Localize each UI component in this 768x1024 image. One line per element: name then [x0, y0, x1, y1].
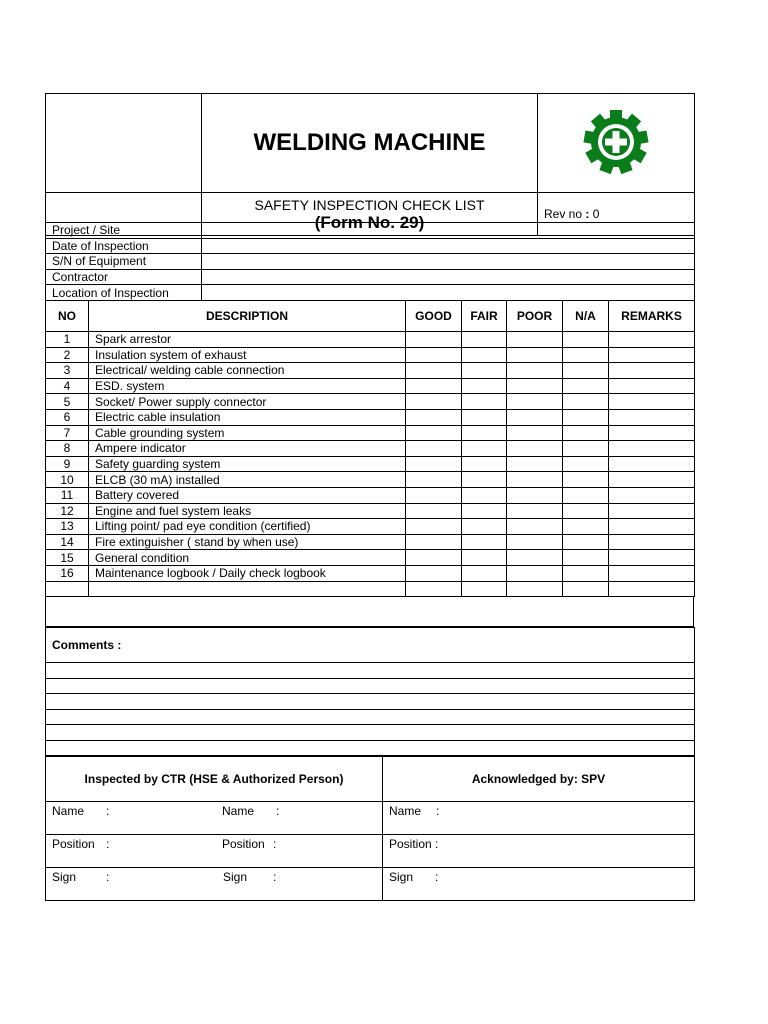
position-label: Position [389, 837, 432, 851]
fair-check-cell[interactable] [462, 409, 507, 425]
comment-line[interactable] [46, 694, 695, 710]
item-number: 4 [46, 378, 89, 394]
poor-check-cell[interactable] [507, 550, 563, 566]
spv-sign-field[interactable] [383, 868, 695, 901]
checklist-row [46, 472, 695, 488]
checklist-row [46, 550, 695, 566]
na-check-cell[interactable] [563, 565, 609, 581]
good-check-cell[interactable] [406, 394, 462, 410]
fair-check-cell[interactable] [462, 534, 507, 550]
checklist-row [46, 425, 695, 441]
good-check-cell[interactable] [406, 503, 462, 519]
na-check-cell[interactable] [563, 363, 609, 379]
colon: : [435, 870, 439, 884]
info-value-field[interactable] [202, 269, 695, 285]
fair-check-cell[interactable] [462, 519, 507, 535]
poor-check-cell[interactable] [507, 534, 563, 550]
poor-check-cell[interactable] [507, 456, 563, 472]
green-gear-cross-icon [581, 107, 651, 177]
remarks-cell[interactable] [609, 503, 695, 519]
name-label: Name [52, 804, 85, 818]
comments-section [45, 627, 695, 757]
remarks-cell[interactable] [609, 550, 695, 566]
fair-check-cell[interactable] [462, 487, 507, 503]
checklist-row [46, 332, 695, 348]
info-row [46, 238, 695, 254]
sign-label: Sign [52, 870, 77, 884]
item-number: 13 [46, 519, 89, 535]
checklist-row [46, 503, 695, 519]
info-value-field[interactable] [202, 285, 695, 301]
info-value-field[interactable] [202, 223, 695, 239]
item-description [89, 581, 406, 597]
na-check-cell[interactable] [563, 332, 609, 348]
checklist-row [46, 441, 695, 457]
fair-check-cell[interactable] [462, 363, 507, 379]
na-check-cell[interactable] [563, 425, 609, 441]
poor-check-cell[interactable] [507, 503, 563, 519]
good-check-cell[interactable] [406, 519, 462, 535]
rev-label: Rev no [544, 207, 583, 222]
item-description: Lifting point/ pad eye condition (certified) [89, 519, 406, 535]
fair-check-cell[interactable] [462, 565, 507, 581]
fair-check-cell[interactable] [462, 347, 507, 363]
item-description: ELCB (30 mA) installed [89, 472, 406, 488]
item-number: 1 [46, 332, 89, 348]
good-check-cell[interactable] [406, 363, 462, 379]
na-check-cell[interactable] [563, 347, 609, 363]
na-check-cell[interactable] [563, 534, 609, 550]
info-row [46, 223, 695, 239]
checklist-row [46, 347, 695, 363]
good-check-cell[interactable] [406, 487, 462, 503]
checklist-header-row [46, 301, 695, 332]
col-header-remarks: REMARKS [609, 301, 695, 332]
item-description: Socket/ Power supply connector [89, 394, 406, 410]
na-check-cell[interactable] [563, 503, 609, 519]
remarks-cell[interactable] [609, 425, 695, 441]
colon: : [276, 804, 280, 818]
col-header-fair: FAIR [462, 301, 507, 332]
sign-label: Sign [223, 870, 248, 884]
checklist-row [46, 363, 695, 379]
item-number: 16 [46, 565, 89, 581]
comment-line[interactable] [46, 725, 695, 741]
item-number [46, 581, 89, 597]
na-check-cell[interactable] [563, 487, 609, 503]
poor-check-cell[interactable] [507, 363, 563, 379]
item-number: 11 [46, 487, 89, 503]
item-number: 8 [46, 441, 89, 457]
col-header-description: DESCRIPTION [89, 301, 406, 332]
poor-check-cell[interactable] [507, 487, 563, 503]
fair-check-cell[interactable] [462, 472, 507, 488]
item-number: 12 [46, 503, 89, 519]
item-description: General condition [89, 550, 406, 566]
remarks-cell[interactable] [609, 332, 695, 348]
na-check-cell[interactable] [563, 550, 609, 566]
checklist-row [46, 565, 695, 581]
info-value-field[interactable] [202, 254, 695, 270]
inspector-name-field[interactable] [46, 802, 383, 835]
remarks-cell[interactable] [609, 363, 695, 379]
comment-line[interactable] [46, 709, 695, 725]
colon: : [436, 804, 440, 818]
remarks-cell[interactable] [609, 581, 695, 597]
remarks-cell[interactable] [609, 487, 695, 503]
item-description: Engine and fuel system leaks [89, 503, 406, 519]
signature-section [45, 755, 695, 901]
fair-check-cell[interactable] [462, 456, 507, 472]
item-description: Battery covered [89, 487, 406, 503]
na-check-cell[interactable] [563, 472, 609, 488]
header-blank-cell [46, 94, 202, 193]
item-description: Cable grounding system [89, 425, 406, 441]
colon: : [106, 837, 110, 851]
poor-check-cell[interactable] [507, 425, 563, 441]
spv-name-field[interactable] [383, 802, 695, 835]
poor-check-cell[interactable] [507, 441, 563, 457]
position-label: Position [222, 837, 265, 851]
acknowledged-by-heading: Acknowledged by: SPV [383, 756, 695, 802]
checklist-row [46, 456, 695, 472]
comments-label: Comments : [46, 628, 695, 663]
inspector-sign-field[interactable] [46, 868, 383, 901]
na-check-cell[interactable] [563, 378, 609, 394]
checklist-row [46, 378, 695, 394]
good-check-cell[interactable] [406, 534, 462, 550]
fair-check-cell[interactable] [462, 503, 507, 519]
remarks-cell[interactable] [609, 394, 695, 410]
item-number: 7 [46, 425, 89, 441]
remarks-cell[interactable] [609, 565, 695, 581]
remarks-cell[interactable] [609, 534, 695, 550]
good-check-cell[interactable] [406, 550, 462, 566]
blank-spacer-row [45, 596, 694, 627]
rev-colon: : [585, 207, 590, 222]
colon: : [435, 837, 439, 851]
remarks-cell[interactable] [609, 347, 695, 363]
fair-check-cell[interactable] [462, 441, 507, 457]
remarks-cell[interactable] [609, 378, 695, 394]
col-header-na: N/A [563, 301, 609, 332]
good-check-cell[interactable] [406, 581, 462, 597]
item-description: Fire extinguisher ( stand by when use) [89, 534, 406, 550]
poor-check-cell[interactable] [507, 565, 563, 581]
inspector-position-field[interactable] [46, 835, 383, 868]
remarks-cell[interactable] [609, 409, 695, 425]
poor-check-cell[interactable] [507, 472, 563, 488]
rev-value: 0 [592, 207, 600, 222]
item-number: 10 [46, 472, 89, 488]
good-check-cell[interactable] [406, 332, 462, 348]
form-number: (Form No. 29) [314, 213, 425, 233]
remarks-cell[interactable] [609, 519, 695, 535]
inspection-checklist [45, 300, 695, 597]
checklist-row [46, 534, 695, 550]
item-description: Maintenance logbook / Daily check logbook [89, 565, 406, 581]
good-check-cell[interactable] [406, 425, 462, 441]
poor-check-cell[interactable] [507, 394, 563, 410]
fair-check-cell[interactable] [462, 425, 507, 441]
poor-check-cell[interactable] [507, 378, 563, 394]
info-label: Contractor [46, 269, 202, 285]
remarks-cell[interactable] [609, 456, 695, 472]
item-number: 3 [46, 363, 89, 379]
form-title: WELDING MACHINE [202, 94, 538, 193]
sign-label: Sign [389, 870, 414, 884]
na-check-cell[interactable] [563, 581, 609, 597]
item-number: 2 [46, 347, 89, 363]
na-check-cell[interactable] [563, 456, 609, 472]
info-row [46, 254, 695, 270]
good-check-cell[interactable] [406, 409, 462, 425]
checklist-row [46, 519, 695, 535]
good-check-cell[interactable] [406, 441, 462, 457]
item-number: 14 [46, 534, 89, 550]
remarks-cell[interactable] [609, 441, 695, 457]
colon: : [273, 837, 277, 851]
item-description: Ampere indicator [89, 441, 406, 457]
name-label: Name [222, 804, 255, 818]
remarks-cell[interactable] [609, 472, 695, 488]
comment-line[interactable] [46, 663, 695, 679]
checklist-row [46, 487, 695, 503]
comment-line[interactable] [46, 740, 695, 756]
name-label: Name [389, 804, 422, 818]
item-number: 15 [46, 550, 89, 566]
checklist-row [46, 394, 695, 410]
fair-check-cell[interactable] [462, 332, 507, 348]
fair-check-cell[interactable] [462, 394, 507, 410]
fair-check-cell[interactable] [462, 550, 507, 566]
item-description: ESD. system [89, 378, 406, 394]
item-description: Electrical/ welding cable connection [89, 363, 406, 379]
good-check-cell[interactable] [406, 456, 462, 472]
project-info-table [45, 222, 695, 301]
poor-check-cell[interactable] [507, 347, 563, 363]
form-header [45, 93, 695, 236]
item-description: Electric cable insulation [89, 409, 406, 425]
checklist-row [46, 581, 695, 597]
na-check-cell[interactable] [563, 441, 609, 457]
info-label: Location of Inspection [46, 285, 202, 301]
poor-check-cell[interactable] [507, 581, 563, 597]
poor-check-cell[interactable] [507, 332, 563, 348]
logo-cell [538, 94, 695, 193]
fair-check-cell[interactable] [462, 581, 507, 597]
info-row [46, 269, 695, 285]
good-check-cell[interactable] [406, 472, 462, 488]
na-check-cell[interactable] [563, 409, 609, 425]
colon: : [106, 870, 110, 884]
info-label: S/N of Equipment [46, 254, 202, 270]
na-check-cell[interactable] [563, 519, 609, 535]
position-label: Position [52, 837, 95, 851]
col-header-poor: POOR [507, 301, 563, 332]
info-label: Project / Site [46, 223, 202, 239]
poor-check-cell[interactable] [507, 519, 563, 535]
fair-check-cell[interactable] [462, 378, 507, 394]
checklist-row [46, 409, 695, 425]
form-subtitle: SAFETY INSPECTION CHECK LIST [254, 197, 485, 214]
info-value-field[interactable] [202, 238, 695, 254]
colon: : [273, 870, 277, 884]
inspected-by-heading: Inspected by CTR (HSE & Authorized Person) [46, 756, 383, 802]
item-description: Insulation system of exhaust [89, 347, 406, 363]
comment-line[interactable] [46, 678, 695, 694]
item-description: Spark arrestor [89, 332, 406, 348]
good-check-cell[interactable] [406, 565, 462, 581]
info-row [46, 285, 695, 301]
item-number: 5 [46, 394, 89, 410]
item-description: Safety guarding system [89, 456, 406, 472]
item-number: 9 [46, 456, 89, 472]
col-header-good: GOOD [406, 301, 462, 332]
na-check-cell[interactable] [563, 394, 609, 410]
item-number: 6 [46, 409, 89, 425]
good-check-cell[interactable] [406, 347, 462, 363]
colon: : [106, 804, 110, 818]
col-header-no: NO [46, 301, 89, 332]
info-label: Date of Inspection [46, 238, 202, 254]
good-check-cell[interactable] [406, 378, 462, 394]
poor-check-cell[interactable] [507, 409, 563, 425]
spv-position-field[interactable] [383, 835, 695, 868]
